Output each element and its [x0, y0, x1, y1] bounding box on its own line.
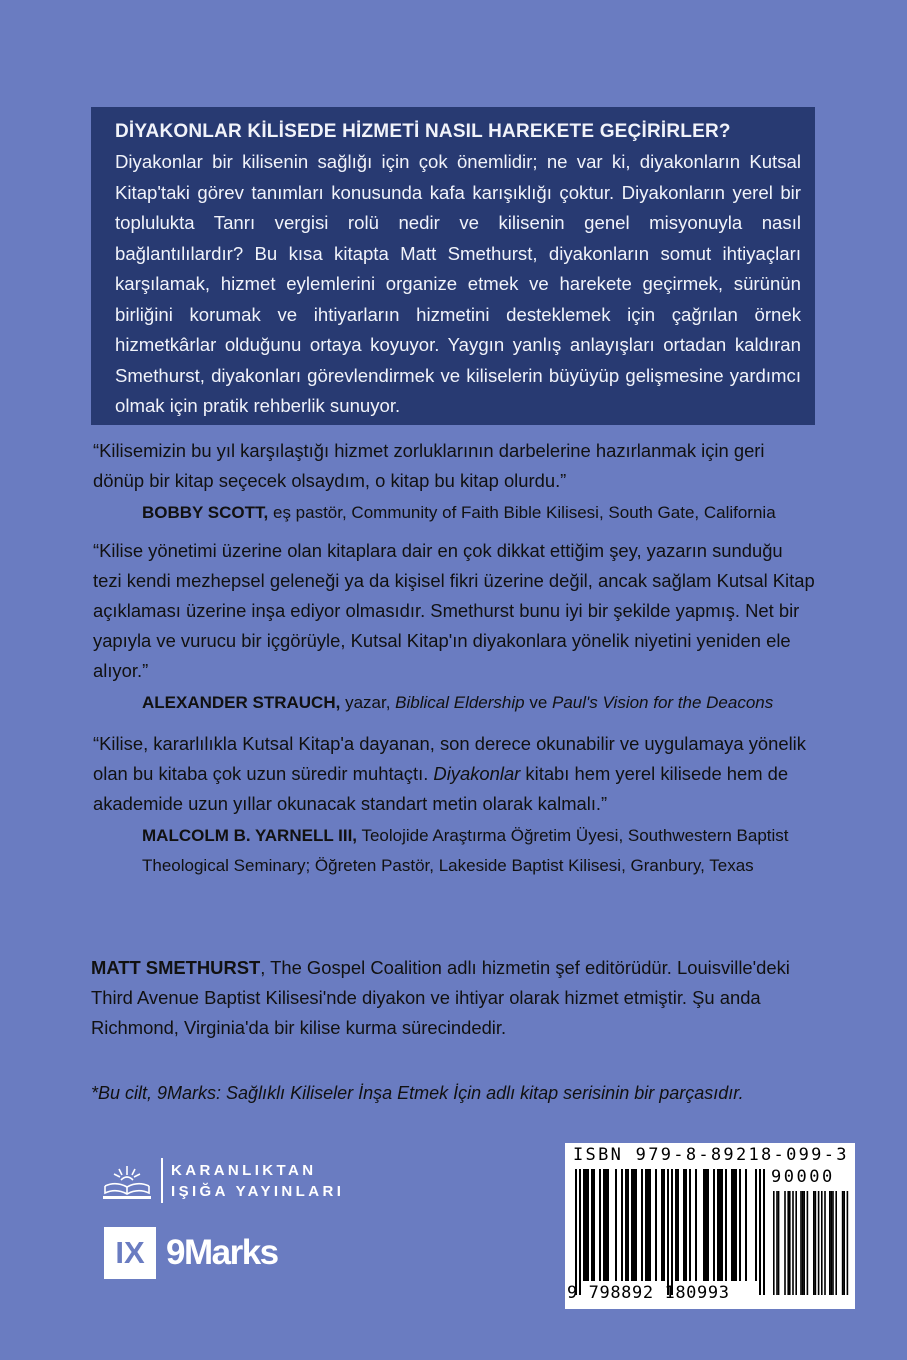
barcode-addon-bar: [800, 1191, 802, 1295]
barcode-addon-bar: [778, 1191, 780, 1295]
barcode-addon-bar: [832, 1191, 834, 1295]
endorsement: [93, 436, 815, 528]
barcode-bar: [675, 1169, 677, 1281]
barcode-bar: [685, 1169, 687, 1281]
barcode-bar: [631, 1169, 633, 1281]
barcode-digits: 9 798892 180993: [567, 1283, 730, 1303]
barcode-addon-bar: [773, 1191, 775, 1295]
endorsement-quote: [93, 729, 815, 819]
barcode-addon-bar: [789, 1191, 791, 1295]
book-title: Diyakonlar: [433, 763, 521, 784]
barcode-addon-bar: [787, 1191, 789, 1295]
blurb-body: Diyakonlar bir kilisenin sağlığı için çok önemlidir; ne var ki, diyakonların Kutsal Kitap'taki görev tanımları konusunda kafa karışıklığı çoktur. Diyakonların yerel bir toplulukta Tanrı vergisi rolü nedir ve kilisenin genel misyonuyla nasıl bağlantılılardır? Bu kısa kitapta Matt Smethurst, diyakonların somut ihtiyaçları karşılamak, hizmet eylemlerini organize etmek ve harekete geçirmek, sürünün birliğini korumak ve ihtiyarların hizmetini desteklemek için çağrılan örnek hizmetkârlar olduğunu ortaya koyuyor. Yaygın yanlış anlayışları ortadan kaldıran Smethurst, diyakonları görevlendirmek ve kiliselerin büyüyüp gelişmesine yardımcı olmak için pratik rehberlik sunuyor.: [115, 151, 801, 416]
barcode-bar: [627, 1169, 629, 1281]
barcode-bar: [671, 1169, 673, 1295]
ninemarks-name: 9Marks: [166, 1233, 278, 1272]
barcode-addon-bar: [835, 1191, 837, 1295]
barcode-addon-bar: [818, 1191, 820, 1295]
barcode-addon-bar: [847, 1191, 849, 1295]
author-bio: [91, 953, 815, 1043]
endorsement-quote: “Kilisemizin bu yıl karşılaştığı hizmet zorluklarının darbelerine hazırlanmak için geri dönüp bir kitap seçecek olsaydım, o kitap bu kitap olurdu.”: [93, 440, 765, 491]
barcode-bar: [705, 1169, 707, 1281]
barcode-bar: [719, 1169, 721, 1281]
barcode-addon-bar: [784, 1191, 786, 1295]
barcode-bar: [717, 1169, 719, 1281]
barcode-bar: [625, 1169, 627, 1281]
open-book-lamp-icon: [101, 1162, 153, 1202]
barcode-bar: [763, 1169, 765, 1295]
barcode-bars: [573, 1169, 765, 1295]
barcode-bar: [633, 1169, 635, 1281]
barcode-bar: [661, 1169, 663, 1281]
endorsement-attribution: [93, 821, 815, 881]
barcode-bar: [733, 1169, 735, 1281]
barcode-bar: [655, 1169, 657, 1281]
endorser-role: yazar,: [340, 693, 396, 712]
barcode-bar: [703, 1169, 705, 1281]
endorsement-attribution: [93, 498, 815, 528]
barcode-bar: [745, 1169, 747, 1281]
publisher-logo: [101, 1158, 361, 1203]
barcode-bar: [755, 1169, 757, 1281]
barcode-bar: [575, 1169, 577, 1295]
publisher-name-line2: IŞIĞA YAYINLARI: [171, 1183, 345, 1200]
barcode-addon-bar: [802, 1191, 804, 1295]
barcode-bar: [759, 1169, 761, 1295]
barcode-bar: [721, 1169, 723, 1281]
barcode-bar: [599, 1169, 601, 1281]
barcode-addon-bar: [803, 1191, 805, 1295]
publisher-name-line1: KARANLIKTAN: [171, 1162, 317, 1179]
barcode-bar: [607, 1169, 609, 1281]
barcode-bar: [649, 1169, 651, 1281]
barcode-bar: [725, 1169, 727, 1281]
quote-text: kitabı hem yerel kilisede hem de akademide uzun yıllar okunacak standart metin olarak kalmalı.”: [93, 763, 789, 814]
endorsement: [93, 536, 815, 718]
blurb-title: DİYAKONLAR KİLİSEDE HİZMETİ NASIL HAREKETE GEÇİRİRLER?: [115, 121, 731, 142]
barcode-bar: [641, 1169, 643, 1281]
barcode-bar: [707, 1169, 709, 1281]
barcode-bar: [689, 1169, 691, 1281]
endorser-name: ALEXANDER STRAUCH,: [142, 693, 341, 712]
book-title: Biblical Eldership: [395, 693, 525, 712]
barcode-addon-bars: [771, 1191, 849, 1295]
isbn-barcode: [565, 1143, 855, 1309]
barcode-bar: [587, 1169, 589, 1281]
endorsement-quote: “Kilise yönetimi üzerine olan kitaplara dair en çok dikkat ettiğim şey, yazarın sunduğu tezi kendi mezhepsel geleneği ya da kişisel fikri üzerine değil, ancak sağlam Kutsal Kitap açıklaması üzerine inşa ediyor olmasıdır. Smethurst bunu iyi bir şekilde yapmış. Net bir yapıyla ve vurucu bir içgörüyle, Kutsal Kitap'ın diyakonlara yönelik niyetini yeniden ele alıyor.”: [93, 540, 815, 681]
barcode-addon-bar: [815, 1191, 817, 1295]
barcode-bar: [645, 1169, 647, 1281]
barcode-bar: [677, 1169, 679, 1281]
barcode-bar: [583, 1169, 585, 1281]
barcode-bar: [731, 1169, 733, 1281]
barcode-addon-bar: [813, 1191, 815, 1295]
ninemarks-emblem: IX: [104, 1227, 156, 1279]
endorser-role: Teolojide Araştırma Öğretim Üyesi, Southwestern Baptist Theological Seminary; Öğreten Pastör, Lakeside Baptist Kilisesi, Granbury, Texas: [142, 826, 789, 875]
endorser-role: eş pastör, Community of Faith Bible Kilisesi, South Gate, California: [268, 503, 776, 522]
barcode-bar: [635, 1169, 637, 1281]
divider: [161, 1158, 163, 1203]
barcode-addon-bar: [824, 1191, 826, 1295]
series-note: *Bu cilt, 9Marks: Sağlıklı Kiliseler İnşa Etmek İçin adlı kitap serisinin bir parçasıdır.: [91, 1083, 744, 1103]
barcode-addon-bar: [842, 1191, 844, 1295]
barcode-addon-bar: [807, 1191, 809, 1295]
barcode-bar: [591, 1169, 593, 1281]
barcode-bar: [621, 1169, 623, 1281]
barcode-bar: [713, 1169, 715, 1281]
description-box: [91, 107, 815, 425]
barcode-bar: [683, 1169, 685, 1281]
endorsement: [93, 729, 815, 881]
barcode-addon-bar: [843, 1191, 845, 1295]
barcode-bar: [667, 1169, 669, 1295]
barcode-bar: [739, 1169, 741, 1281]
barcode-addon-bar: [831, 1191, 833, 1295]
endorser-name: BOBBY SCOTT,: [142, 503, 269, 522]
author-bio-text: , The Gospel Coalition adlı hizmetin şef editörüdür. Louisville'deki Third Avenue Baptist Kilisesi'nde diyakon ve ihtiyar olarak hizmet etmiştir. Şu anda Richmond, Virginia'da bir kilise kurma sürecindedir.: [91, 957, 790, 1038]
quote-text: “Kilise, kararlılıkla Kutsal Kitap'a dayanan, son derece okunabilir ve uygulamaya yönelik olan bu kitaba çok uzun süredir muhtaçtı.: [93, 733, 806, 784]
barcode-bar: [695, 1169, 697, 1281]
author-name: MATT SMETHURST: [91, 957, 261, 978]
barcode-bar: [605, 1169, 607, 1281]
barcode-bar: [593, 1169, 595, 1281]
barcode-bar: [603, 1169, 605, 1281]
isbn-number: ISBN 979-8-89218-099-3: [573, 1145, 849, 1165]
conjunction: ve: [524, 693, 553, 712]
endorsement-attribution: [93, 688, 815, 718]
barcode-bar: [615, 1169, 617, 1281]
barcode-bar: [735, 1169, 737, 1281]
barcode-addon-bar: [821, 1191, 823, 1295]
barcode-bar: [585, 1169, 587, 1281]
barcode-bar: [647, 1169, 649, 1281]
barcode-addon-bar: [795, 1191, 797, 1295]
price-code: 90000: [771, 1167, 835, 1187]
publisher-name: [171, 1160, 344, 1202]
barcode-addon-bar: [829, 1191, 831, 1295]
barcode-bar: [579, 1169, 581, 1295]
barcode-addon-bar: [776, 1191, 778, 1295]
book-title: Paul's Vision for the Deacons: [552, 693, 774, 712]
barcode-bar: [663, 1169, 665, 1281]
barcode-addon-bar: [792, 1191, 794, 1295]
endorser-name: MALCOLM B. YARNELL III,: [142, 826, 358, 845]
